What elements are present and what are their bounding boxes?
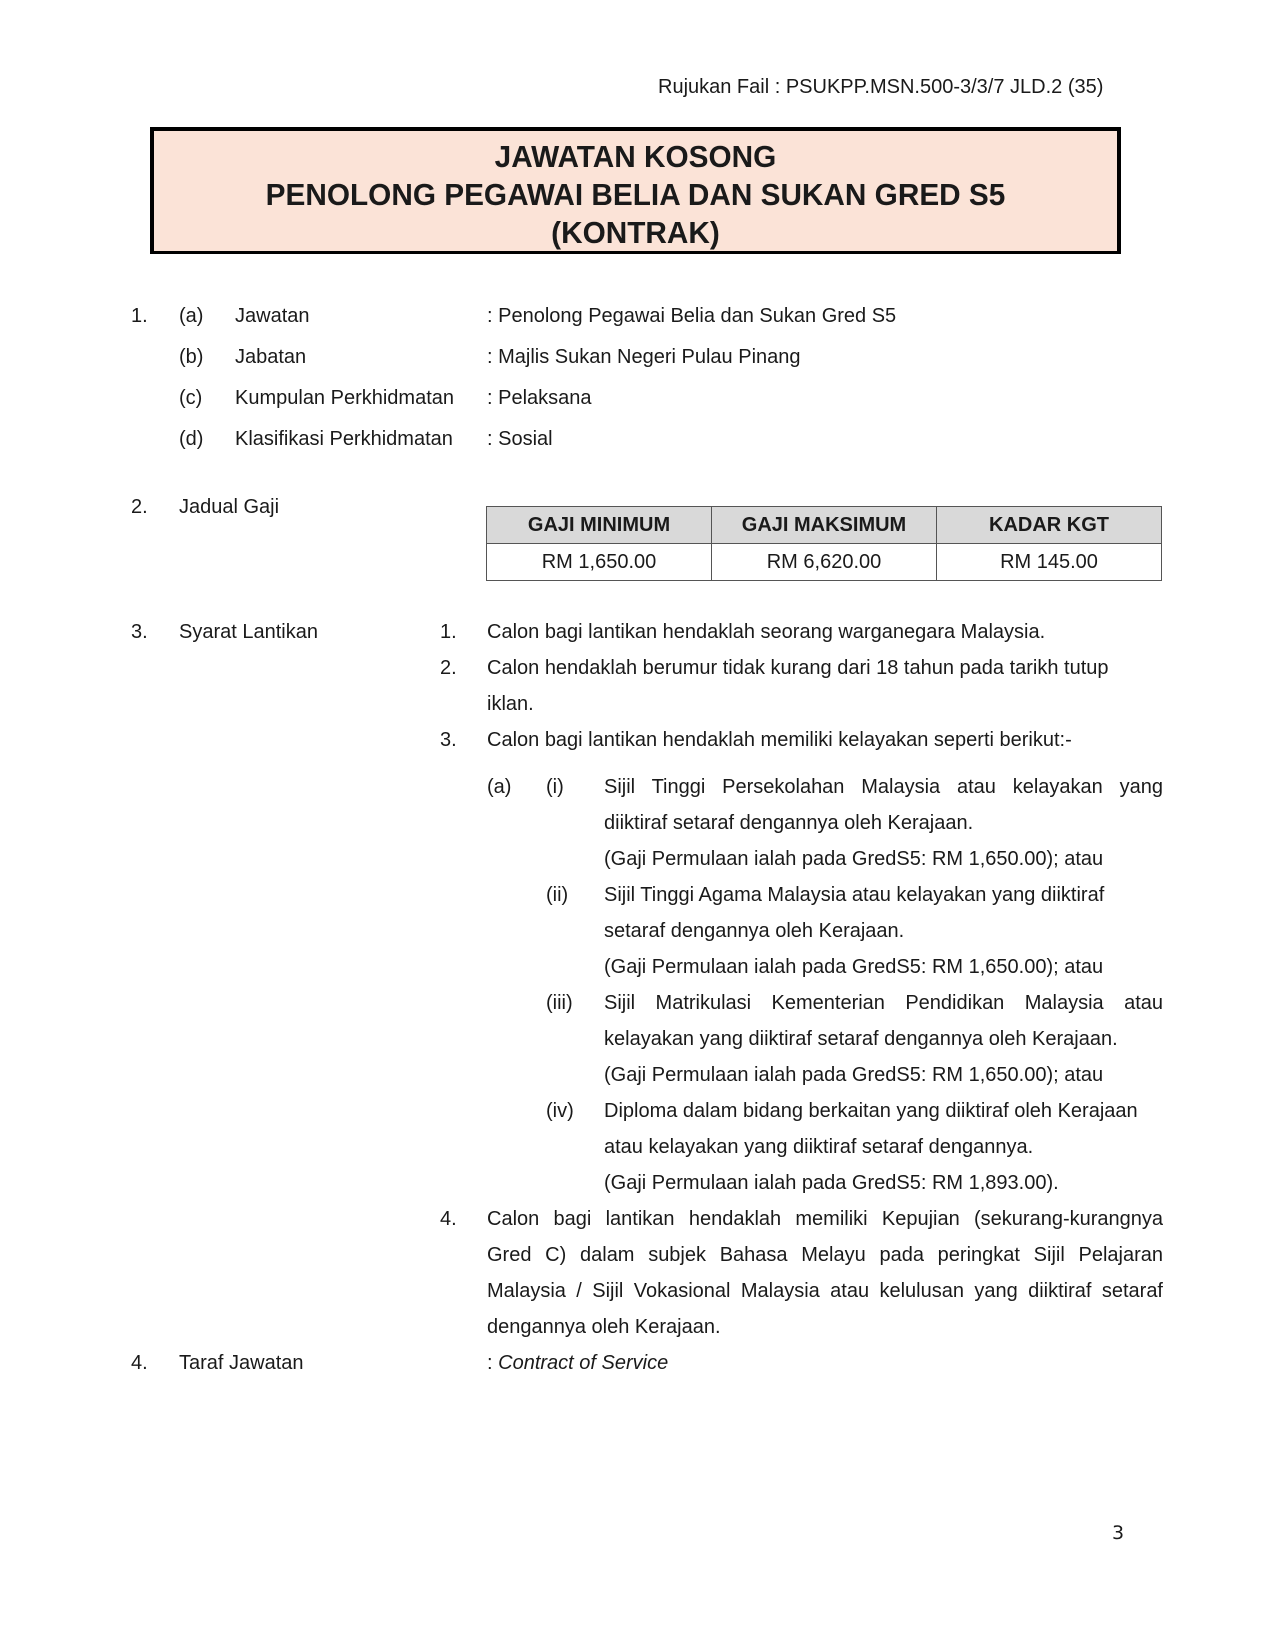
section-4-number: 4. (131, 1352, 148, 1374)
header-kadar-kgt: KADAR KGT (937, 507, 1162, 544)
qualification-line: kelayakan yang diiktiraf setaraf dengannya oleh Kerajaan. (604, 1028, 1118, 1050)
section-2-label: Jadual Gaji (179, 496, 280, 518)
cell-kadar-kgt: RM 145.00 (937, 544, 1162, 581)
qualification-line: atau kelayakan yang diiktiraf setaraf dengannya. (604, 1136, 1034, 1158)
condition-line: Calon bagi lantikan hendaklah memiliki Kepujian (sekurang-kurangnya (487, 1208, 1163, 1230)
item-value: : Sosial (487, 428, 553, 450)
section-4-colon: : (487, 1352, 499, 1374)
item-label: Klasifikasi Perkhidmatan (235, 428, 453, 450)
qualification-group: (a) (487, 776, 512, 798)
item-label: Kumpulan Perkhidmatan (235, 387, 455, 409)
qualification-salary: (Gaji Permulaan ialah pada GredS5: RM 1,650.00); atau (604, 956, 1104, 978)
condition-line: dengannya oleh Kerajaan. (487, 1316, 721, 1338)
item-value: : Pelaksana (487, 387, 592, 409)
item-letter: (b) (179, 346, 204, 368)
condition-line: iklan. (487, 693, 534, 715)
qualification-number: (iv) (546, 1100, 574, 1122)
condition-number: 3. (440, 729, 457, 751)
qualification-line: diiktiraf setaraf dengannya oleh Kerajaan. (604, 812, 974, 834)
item-letter: (d) (179, 428, 204, 450)
section-2-number: 2. (131, 496, 148, 518)
qualification-salary: (Gaji Permulaan ialah pada GredS5: RM 1,893.00). (604, 1172, 1059, 1194)
condition-number: 4. (440, 1208, 457, 1230)
condition-number: 2. (440, 657, 457, 679)
qualification-salary: (Gaji Permulaan ialah pada GredS5: RM 1,650.00); atau (604, 848, 1104, 870)
title-box (150, 127, 1121, 254)
section-3-number: 3. (131, 621, 148, 643)
item-label: Jawatan (235, 305, 310, 327)
cell-gaji-maksimum: RM 6,620.00 (712, 544, 937, 581)
page-number: 3 (1112, 1522, 1125, 1544)
title-line-1: JAWATAN KOSONG (494, 139, 777, 174)
qualification-number: (ii) (546, 884, 569, 906)
item-label: Jabatan (235, 346, 307, 368)
condition-line: Calon bagi lantikan hendaklah seorang warganegara Malaysia. (487, 621, 1046, 643)
item-value: : Penolong Pegawai Belia dan Sukan Gred S5 (487, 305, 897, 327)
item-letter: (a) (179, 305, 204, 327)
header-gaji-maksimum: GAJI MAKSIMUM (712, 507, 937, 544)
qualification-line: Sijil Matrikulasi Kementerian Pendidikan Malaysia atau (604, 992, 1163, 1014)
condition-line: Gred C) dalam subjek Bahasa Melayu pada peringkat Sijil Pelajaran (487, 1244, 1163, 1266)
condition-line: Calon bagi lantikan hendaklah memiliki kelayakan seperti berikut:- (487, 729, 1072, 751)
section-1-number: 1. (131, 305, 148, 327)
title-line-2: PENOLONG PEGAWAI BELIA DAN SUKAN GRED S5 (265, 177, 1006, 212)
qualification-number: (iii) (546, 992, 573, 1014)
section-4-label: Taraf Jawatan (179, 1352, 304, 1374)
qualification-line: setaraf dengannya oleh Kerajaan. (604, 920, 905, 942)
table-row (487, 544, 1162, 581)
salary-table-header (487, 507, 1162, 544)
qualification-salary: (Gaji Permulaan ialah pada GredS5: RM 1,650.00); atau (604, 1064, 1104, 1086)
header-gaji-minimum: GAJI MINIMUM (487, 507, 712, 544)
qualification-number: (i) (546, 776, 564, 798)
condition-line: Malaysia / Sijil Vokasional Malaysia atau kelulusan yang diiktiraf setaraf (487, 1280, 1163, 1302)
salary-table (486, 506, 1162, 581)
condition-line: Calon hendaklah berumur tidak kurang dari 18 tahun pada tarikh tutup (487, 657, 1109, 679)
file-reference: Rujukan Fail : PSUKPP.MSN.500-3/3/7 JLD.2 (35) (658, 76, 1104, 98)
section-3-label: Syarat Lantikan (179, 621, 318, 643)
contract-type: Contract of Service (498, 1352, 669, 1374)
qualification-line: Diploma dalam bidang berkaitan yang diiktiraf oleh Kerajaan (604, 1100, 1138, 1122)
condition-number: 1. (440, 621, 457, 643)
item-letter: (c) (179, 387, 203, 409)
section-4-value (487, 1353, 668, 1373)
qualification-line: Sijil Tinggi Persekolahan Malaysia atau kelayakan yang (604, 776, 1163, 798)
qualification-line: Sijil Tinggi Agama Malaysia atau kelayakan yang diiktiraf (604, 884, 1105, 906)
cell-gaji-minimum: RM 1,650.00 (487, 544, 712, 581)
title-line-3: (KONTRAK) (551, 215, 720, 250)
item-value: : Majlis Sukan Negeri Pulau Pinang (487, 346, 801, 368)
